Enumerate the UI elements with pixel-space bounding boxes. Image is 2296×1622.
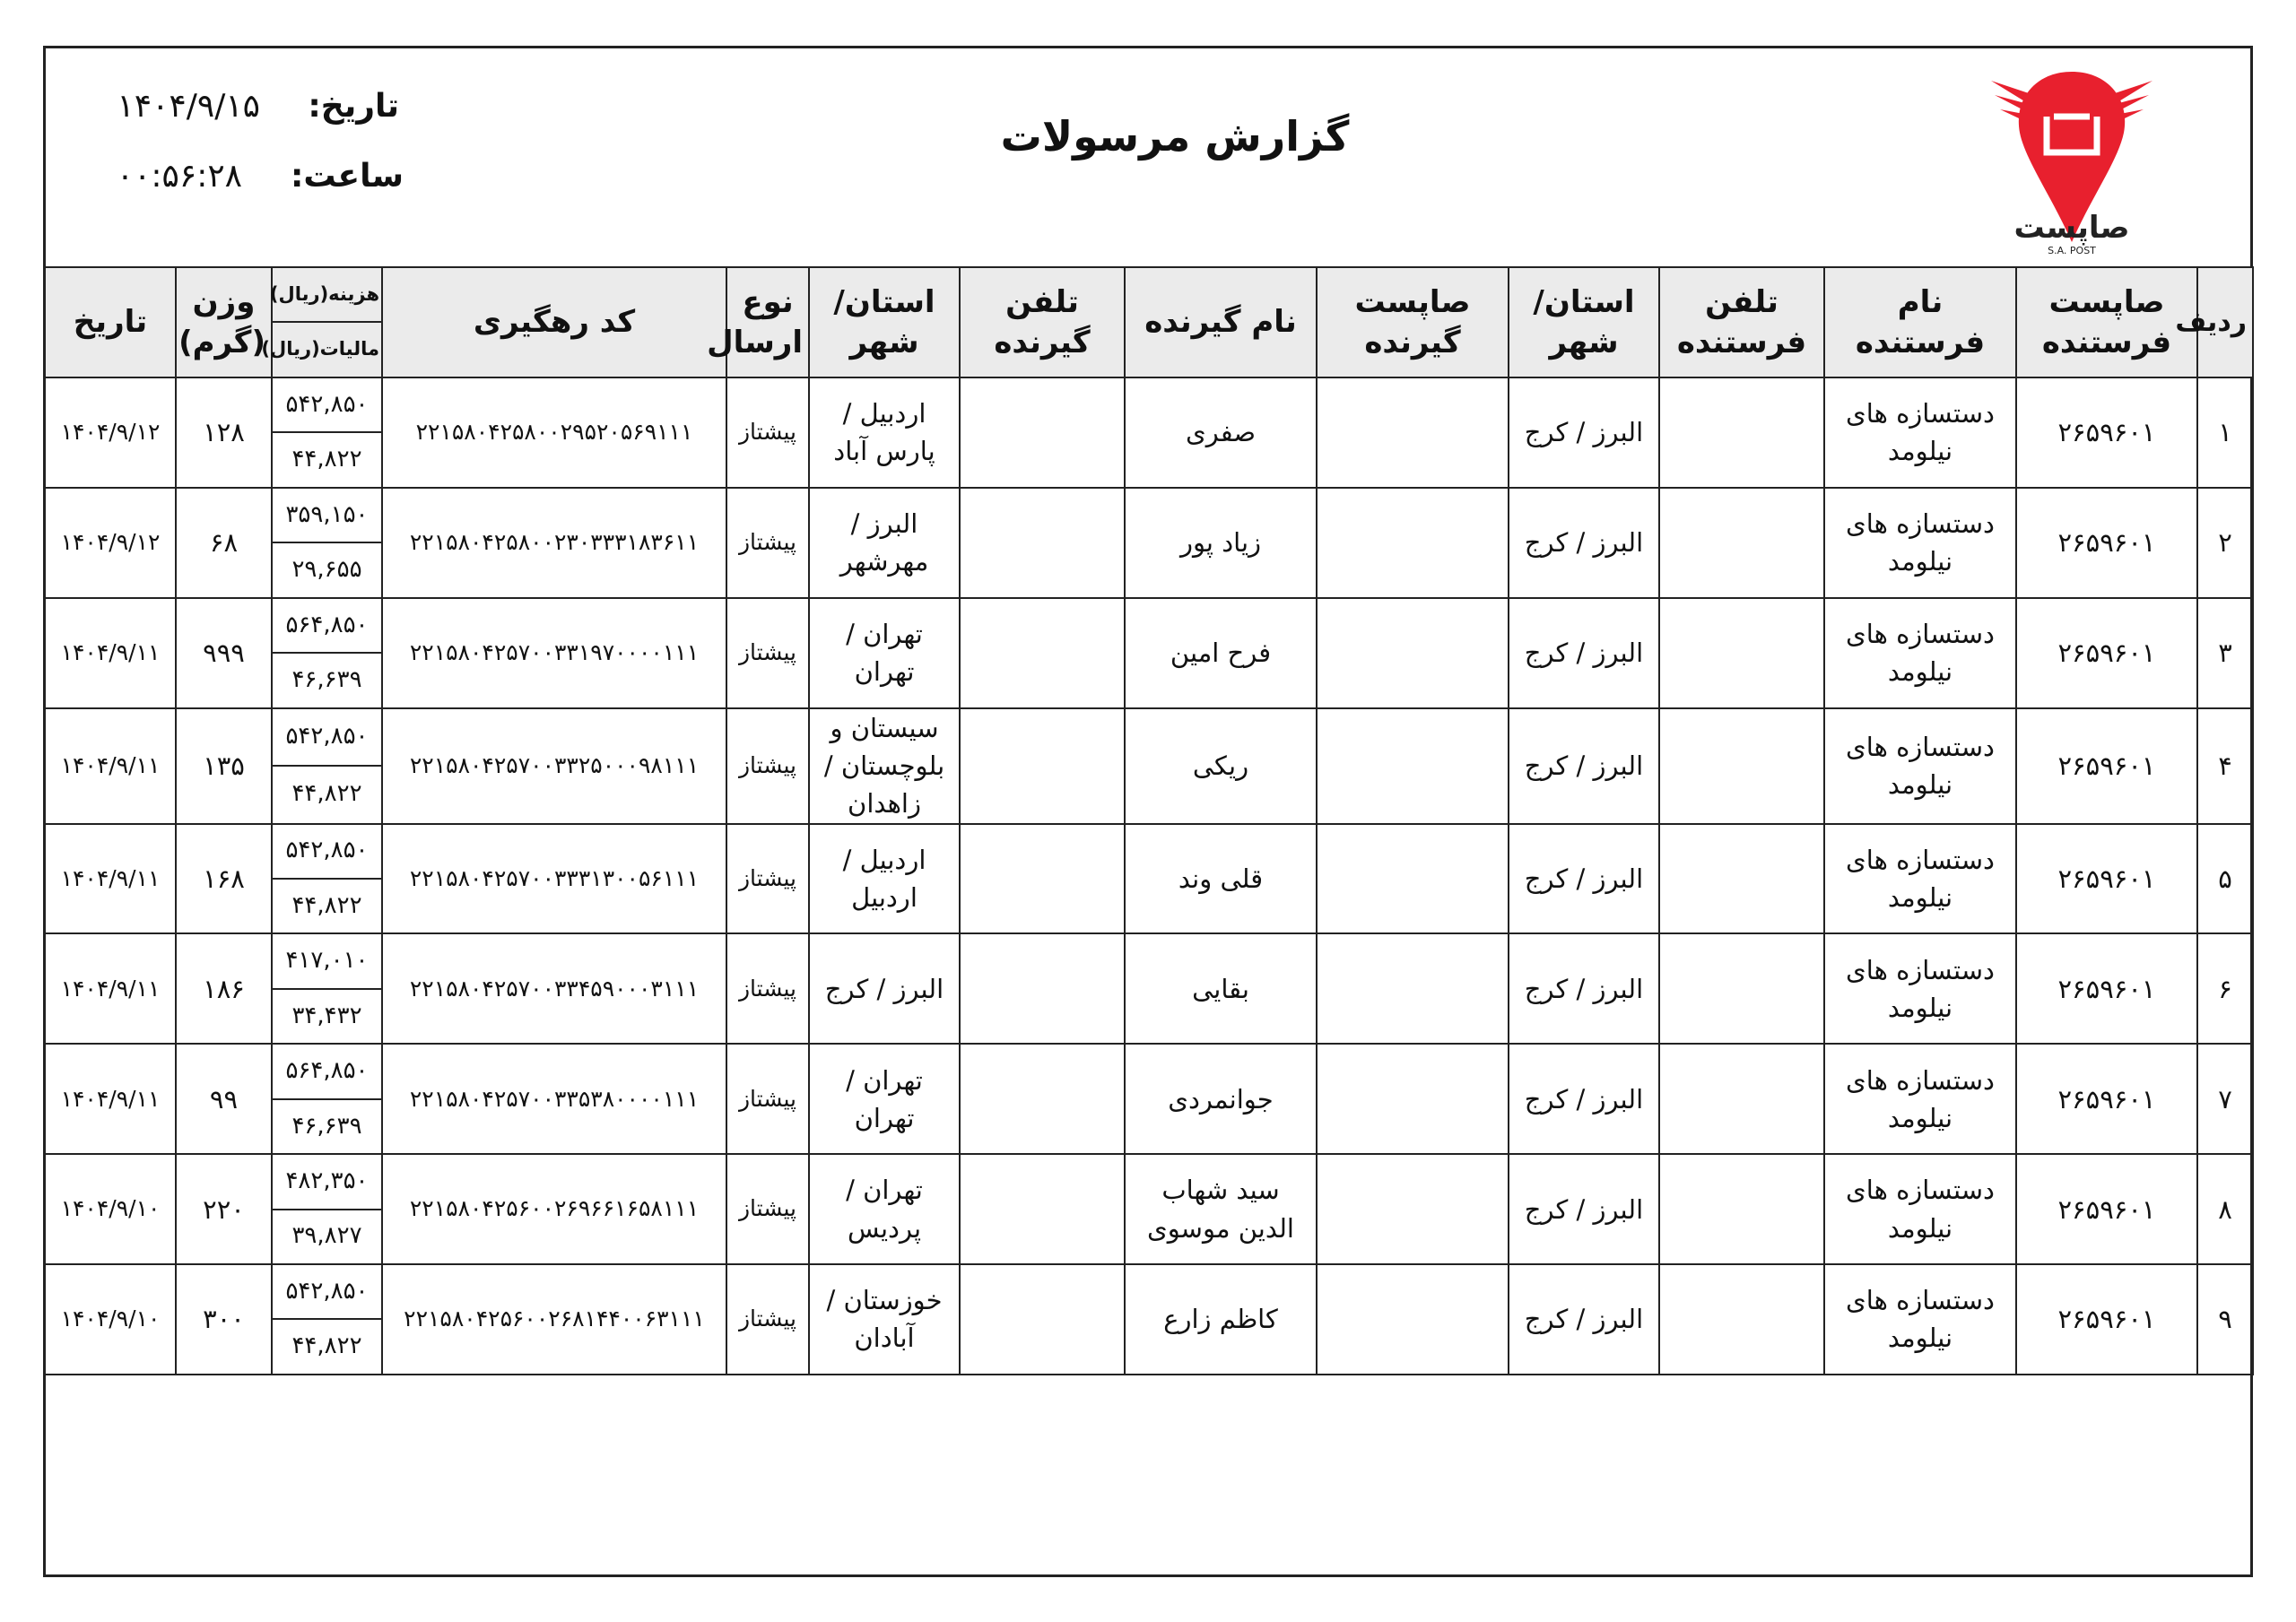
header-row-number: ردیف [2197,267,2253,377]
cell-tax: ۴۴,۸۲۲ [272,1319,382,1375]
cell-row-number: ۳ [2197,598,2253,708]
cell-weight: ۱۳۵ [176,708,272,824]
cell-receiver-province: تهران / تهران [809,598,960,708]
cell-tracking-code: ۲۲۱۵۸۰۴۲۵۷۰۰۳۳۱۹۷۰۰۰۰۱۱۱ [382,598,726,708]
cell-receiver-sapost [1317,708,1509,824]
cell-receiver-sapost [1317,488,1509,598]
cell-receiver-name: جوانمردی [1125,1044,1317,1154]
cell-tax: ۲۹,۶۵۵ [272,542,382,597]
cell-sender-phone [1659,377,1824,488]
report-title: گزارش مرسولات [1000,112,1350,160]
cell-receiver-province: اردبیل / پارس آباد [809,377,960,488]
cell-sender-sapost: ۲۶۵۹۶۰۱ [2016,598,2197,708]
cell-tax: ۴۴,۸۲۲ [272,432,382,487]
header-weight: وزن (گرم) [176,267,272,377]
cell-weight: ۹۹۹ [176,598,272,708]
cell-date: ۱۴۰۴/۹/۱۰ [45,1154,176,1264]
shipments-table [44,266,2254,1375]
cell-sender-province: البرز / کرج [1509,708,1659,824]
cell-receiver-phone [960,824,1125,934]
table-row [45,824,2253,879]
cell-send-type: پیشتاز [726,824,809,934]
cell-receiver-province: البرز / کرج [809,933,960,1044]
cell-cost: ۴۱۷,۰۱۰ [272,933,382,988]
cell-tax: ۴۶,۶۳۹ [272,653,382,707]
cell-sender-province: البرز / کرج [1509,488,1659,598]
cell-receiver-name: کاظم زارع [1125,1264,1317,1375]
cell-sender-province: البرز / کرج [1509,933,1659,1044]
header-sender-name: نام فرستنده [1824,267,2016,377]
cell-receiver-province: تهران / پردیس [809,1154,960,1264]
cell-receiver-phone [960,1264,1125,1375]
table-row [45,933,2253,988]
cell-cost: ۵۶۴,۸۵۰ [272,1044,382,1098]
cell-date: ۱۴۰۴/۹/۱۱ [45,598,176,708]
cell-receiver-sapost [1317,1044,1509,1154]
header-date: تاریخ [45,267,176,377]
header-tax: مالیات(ریال) [272,322,382,377]
cell-sender-sapost: ۲۶۵۹۶۰۱ [2016,933,2197,1044]
time-label: ساعت: [290,158,404,195]
time-value: ۰۰:۵۶:۲۸ [116,158,242,195]
cell-send-type: پیشتاز [726,933,809,1044]
table-row [45,598,2253,653]
cell-row-number: ۸ [2197,1154,2253,1264]
cell-sender-name: دستسازه های نیلومد [1824,1044,2016,1154]
cell-receiver-name: سید شهاب الدین موسوی [1125,1154,1317,1264]
cell-receiver-name: زیاد پور [1125,488,1317,598]
cell-tracking-code: ۲۲۱۵۸۰۴۲۵۸۰۰۲۹۵۲۰۵۶۹۱۱۱ [382,377,726,488]
cell-sender-province: البرز / کرج [1509,1044,1659,1154]
cell-receiver-province: خوزستان / آبادان [809,1264,960,1375]
cell-receiver-name: ریکی [1125,708,1317,824]
cell-sender-phone [1659,708,1824,824]
cell-receiver-name: صفری [1125,377,1317,488]
cell-date: ۱۴۰۴/۹/۱۱ [45,824,176,934]
cell-tax: ۴۴,۸۲۲ [272,766,382,824]
header-cost: هزینه(ریال) [272,267,382,322]
cell-tracking-code: ۲۲۱۵۸۰۴۲۵۷۰۰۳۳۵۳۸۰۰۰۰۱۱۱ [382,1044,726,1154]
cell-row-number: ۱ [2197,377,2253,488]
table-row [45,1264,2253,1319]
cell-send-type: پیشتاز [726,598,809,708]
cell-sender-phone [1659,488,1824,598]
cell-weight: ۶۸ [176,488,272,598]
cell-sender-sapost: ۲۶۵۹۶۰۱ [2016,1154,2197,1264]
header-receiver-sapost: صاپست گیرنده [1317,267,1509,377]
cell-receiver-phone [960,488,1125,598]
table-row [45,377,2253,432]
cell-sender-name: دستسازه های نیلومد [1824,708,2016,824]
cell-sender-name: دستسازه های نیلومد [1824,933,2016,1044]
cell-receiver-sapost [1317,824,1509,934]
cell-weight: ۲۲۰ [176,1154,272,1264]
header-sender-sapost: صاپست فرستنده [2016,267,2197,377]
cell-cost: ۵۶۴,۸۵۰ [272,598,382,653]
logo-wordmark: صاپست [2013,210,2130,246]
cell-sender-province: البرز / کرج [1509,1264,1659,1375]
cell-sender-sapost: ۲۶۵۹۶۰۱ [2016,824,2197,934]
cell-sender-sapost: ۲۶۵۹۶۰۱ [2016,708,2197,824]
cell-send-type: پیشتاز [726,708,809,824]
cell-tax: ۳۹,۸۲۷ [272,1210,382,1264]
cell-receiver-province: البرز / مهرشهر [809,488,960,598]
cell-sender-province: البرز / کرج [1509,1154,1659,1264]
cell-sender-phone [1659,1154,1824,1264]
cell-sender-phone [1659,1044,1824,1154]
sapost-logo [1982,63,2161,260]
cell-sender-name: دستسازه های نیلومد [1824,824,2016,934]
cell-send-type: پیشتاز [726,1044,809,1154]
cell-receiver-phone [960,598,1125,708]
cell-receiver-province: سیستان و بلوچستان / زاهدان [809,708,960,824]
cell-tracking-code: ۲۲۱۵۸۰۴۲۵۷۰۰۳۳۴۵۹۰۰۰۳۱۱۱ [382,933,726,1044]
cell-weight: ۱۶۸ [176,824,272,934]
cell-row-number: ۵ [2197,824,2253,934]
cell-receiver-sapost [1317,1154,1509,1264]
cell-date: ۱۴۰۴/۹/۱۲ [45,377,176,488]
cell-weight: ۳۰۰ [176,1264,272,1375]
cell-tax: ۴۴,۸۲۲ [272,879,382,933]
header-tracking-code: کد رهگیری [382,267,726,377]
header-send-type: نوع ارسال [726,267,809,377]
table-row [45,1154,2253,1209]
cell-row-number: ۹ [2197,1264,2253,1375]
table-row [45,708,2253,767]
cell-sender-province: البرز / کرج [1509,824,1659,934]
cell-receiver-sapost [1317,377,1509,488]
cell-cost: ۳۵۹,۱۵۰ [272,488,382,542]
header-sender-province: استان/ شهر [1509,267,1659,377]
cell-date: ۱۴۰۴/۹/۱۱ [45,1044,176,1154]
cell-sender-phone [1659,598,1824,708]
shipments-table-body [45,377,2253,1375]
table-row [45,1044,2253,1098]
cell-receiver-name: قلی وند [1125,824,1317,934]
cell-sender-sapost: ۲۶۵۹۶۰۱ [2016,1264,2197,1375]
cell-row-number: ۶ [2197,933,2253,1044]
cell-weight: ۱۸۶ [176,933,272,1044]
cell-cost: ۵۴۲,۸۵۰ [272,377,382,432]
cell-receiver-phone [960,1044,1125,1154]
cell-send-type: پیشتاز [726,377,809,488]
cell-receiver-phone [960,377,1125,488]
cell-sender-sapost: ۲۶۵۹۶۰۱ [2016,1044,2197,1154]
cell-sender-name: دستسازه های نیلومد [1824,598,2016,708]
header-sender-phone: تلفن فرستنده [1659,267,1824,377]
cell-receiver-name: بقایی [1125,933,1317,1044]
logo-subtext: S.A. POST [2048,245,2096,256]
table-row [45,488,2253,542]
cell-receiver-phone [960,708,1125,824]
cell-row-number: ۴ [2197,708,2253,824]
cell-weight: ۱۲۸ [176,377,272,488]
cell-receiver-sapost [1317,1264,1509,1375]
cell-cost: ۵۴۲,۸۵۰ [272,708,382,767]
cell-receiver-name: فرح امین [1125,598,1317,708]
cell-date: ۱۴۰۴/۹/۱۰ [45,1264,176,1375]
cell-sender-name: دستسازه های نیلومد [1824,1264,2016,1375]
cell-tracking-code: ۲۲۱۵۸۰۴۲۵۸۰۰۲۳۰۳۳۳۱۸۳۶۱۱ [382,488,726,598]
cell-row-number: ۷ [2197,1044,2253,1154]
cell-receiver-phone [960,1154,1125,1264]
cell-send-type: پیشتاز [726,1264,809,1375]
cell-receiver-sapost [1317,598,1509,708]
cell-receiver-province: تهران / تهران [809,1044,960,1154]
cell-cost: ۵۴۲,۸۵۰ [272,824,382,879]
cell-tracking-code: ۲۲۱۵۸۰۴۲۵۷۰۰۳۳۲۵۰۰۰۹۸۱۱۱ [382,708,726,824]
cell-sender-province: البرز / کرج [1509,377,1659,488]
cell-sender-phone [1659,1264,1824,1375]
cell-cost: ۴۸۲,۳۵۰ [272,1154,382,1209]
cell-tax: ۴۶,۶۳۹ [272,1099,382,1154]
header-receiver-province: استان/ شهر [809,267,960,377]
cell-date: ۱۴۰۴/۹/۱۱ [45,708,176,824]
cell-receiver-phone [960,933,1125,1044]
cell-date: ۱۴۰۴/۹/۱۱ [45,933,176,1044]
cell-tax: ۳۴,۴۳۲ [272,989,382,1044]
cell-tracking-code: ۲۲۱۵۸۰۴۲۵۷۰۰۳۳۳۱۳۰۰۵۶۱۱۱ [382,824,726,934]
cell-date: ۱۴۰۴/۹/۱۲ [45,488,176,598]
date-label: تاریخ: [308,88,399,125]
cell-receiver-sapost [1317,933,1509,1044]
cell-row-number: ۲ [2197,488,2253,598]
cell-tracking-code: ۲۲۱۵۸۰۴۲۵۶۰۰۲۶۹۶۶۱۶۵۸۱۱۱ [382,1154,726,1264]
cell-sender-province: البرز / کرج [1509,598,1659,708]
cell-receiver-province: اردبیل / اردبیل [809,824,960,934]
header-receiver-name: نام گیرنده [1125,267,1317,377]
cell-send-type: پیشتاز [726,1154,809,1264]
cell-sender-sapost: ۲۶۵۹۶۰۱ [2016,377,2197,488]
cell-tracking-code: ۲۲۱۵۸۰۴۲۵۶۰۰۲۶۸۱۴۴۰۰۶۳۱۱۱ [382,1264,726,1375]
cell-sender-name: دستسازه های نیلومد [1824,1154,2016,1264]
cell-sender-phone [1659,824,1824,934]
cell-sender-name: دستسازه های نیلومد [1824,377,2016,488]
cell-sender-phone [1659,933,1824,1044]
date-value: ۱۴۰۴/۹/۱۵ [117,88,260,125]
cell-send-type: پیشتاز [726,488,809,598]
cell-cost: ۵۴۲,۸۵۰ [272,1264,382,1319]
cell-weight: ۹۹ [176,1044,272,1154]
cell-sender-name: دستسازه های نیلومد [1824,488,2016,598]
cell-sender-sapost: ۲۶۵۹۶۰۱ [2016,488,2197,598]
header-receiver-phone: تلفن گیرنده [960,267,1125,377]
